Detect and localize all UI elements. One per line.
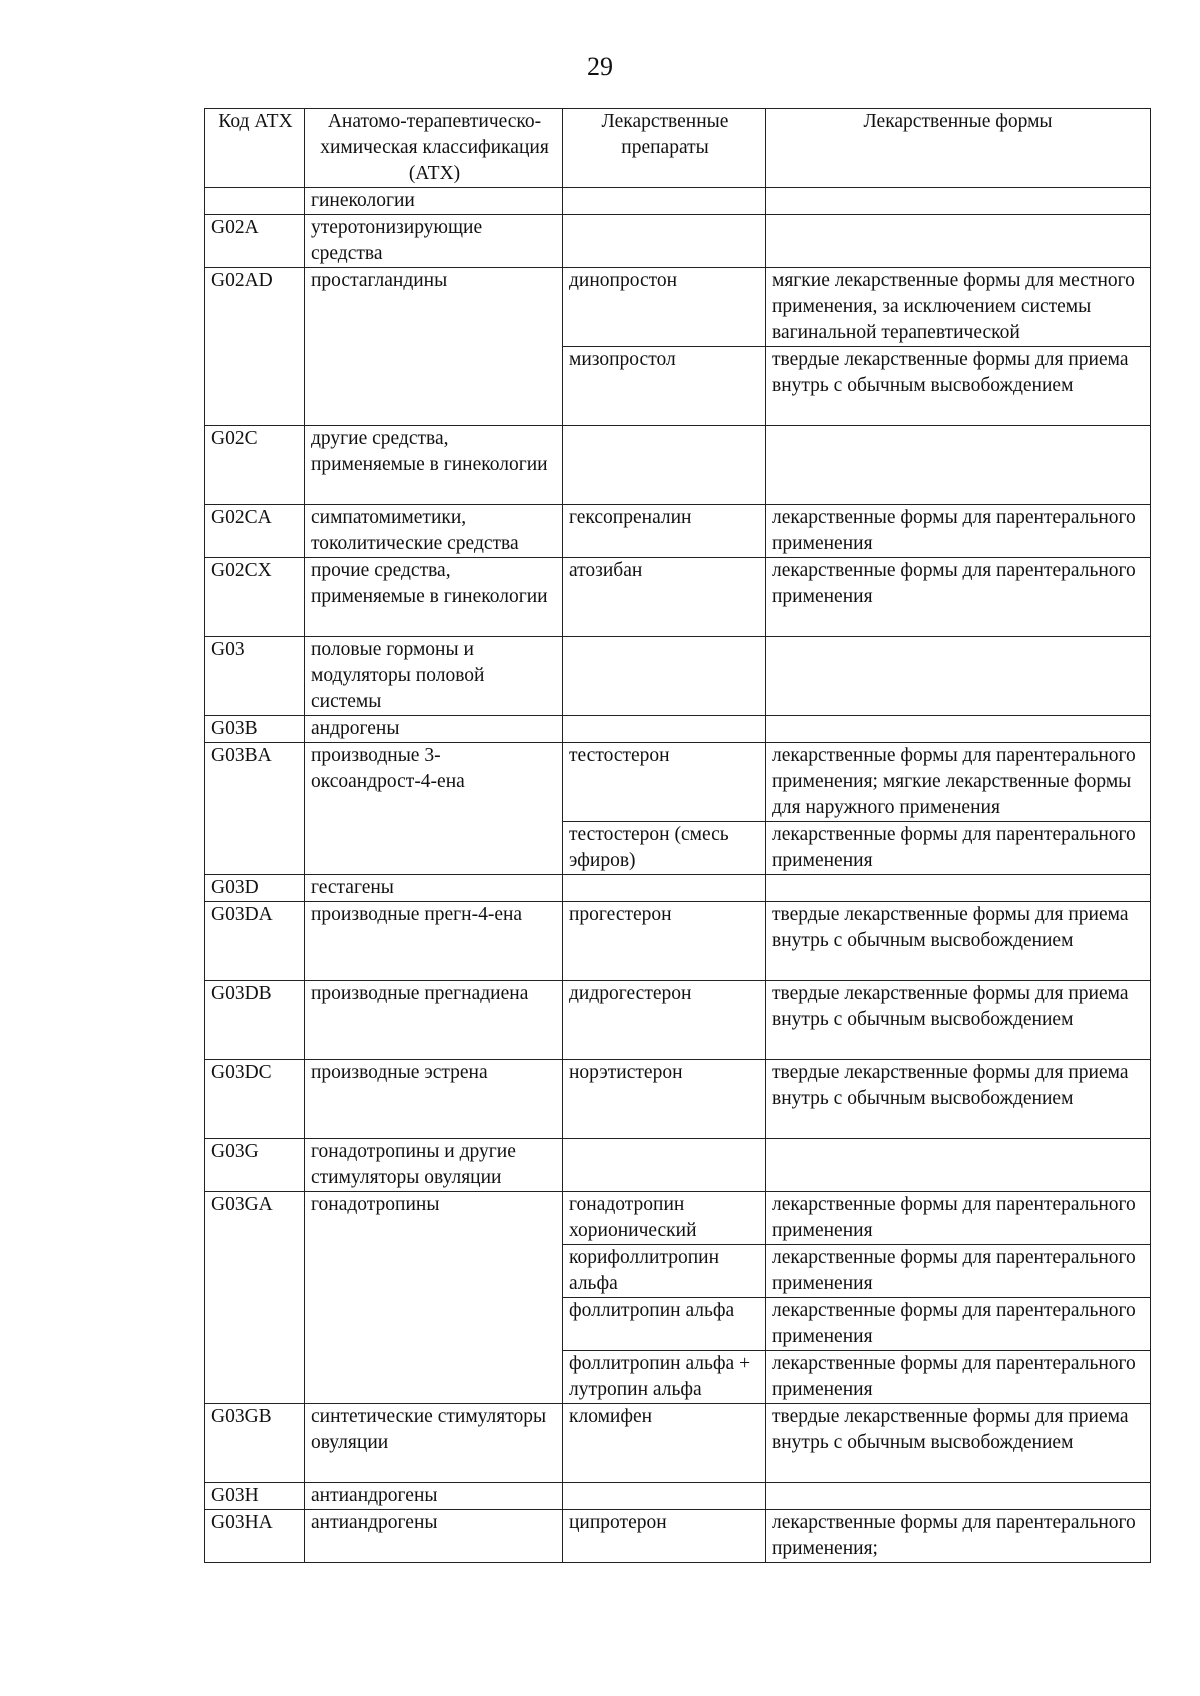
atx-classification-cell: антиандрогены (305, 1483, 563, 1510)
table-row (205, 188, 1151, 215)
drug-cell (563, 215, 766, 268)
table-row (205, 743, 1151, 822)
atx-classification-cell: симпатомиметики, токолитические средства (305, 505, 563, 558)
table-row (205, 1483, 1151, 1510)
header-forms: Лекарственные формы (766, 109, 1151, 188)
dosage-form-cell (766, 426, 1151, 505)
dosage-form-cell: твердые лекарственные формы для приема внутрь с обычным высвобождением (766, 902, 1151, 981)
drug-cell (563, 716, 766, 743)
dosage-form-cell: лекарственные формы для парентерального применения (766, 1192, 1151, 1245)
dosage-form-cell: лекарственные формы для парентерального применения (766, 505, 1151, 558)
drug-cell: фоллитропин альфа + лутропин альфа (563, 1351, 766, 1404)
drug-cell: атозибан (563, 558, 766, 637)
atx-classification-cell: гонадотропины и другие стимуляторы овуляции (305, 1139, 563, 1192)
dosage-form-cell (766, 716, 1151, 743)
dosage-form-cell (766, 215, 1151, 268)
dosage-form-cell: лекарственные формы для парентерального применения (766, 822, 1151, 875)
atx-classification-cell: гинекологии (305, 188, 563, 215)
atx-classification-cell: производные 3-оксоандрост-4-ена (305, 743, 563, 875)
drug-cell (563, 637, 766, 716)
atx-classification-cell: простагландины (305, 268, 563, 426)
drug-cell: кломифен (563, 1404, 766, 1483)
drug-cell: фоллитропин альфа (563, 1298, 766, 1351)
table-row (205, 1139, 1151, 1192)
drug-cell (563, 1483, 766, 1510)
table-row (205, 902, 1151, 981)
atx-code-cell: G03DB (205, 981, 305, 1060)
atx-code-cell: G03DC (205, 1060, 305, 1139)
table-row (205, 215, 1151, 268)
table-row (205, 505, 1151, 558)
table-row (205, 268, 1151, 347)
dosage-form-cell: лекарственные формы для парентерального применения; (766, 1510, 1151, 1563)
dosage-form-cell (766, 1483, 1151, 1510)
table-row (205, 981, 1151, 1060)
dosage-form-cell (766, 188, 1151, 215)
drug-cell (563, 188, 766, 215)
table-row (205, 426, 1151, 505)
drug-cell: норэтистерон (563, 1060, 766, 1139)
dosage-form-cell: лекарственные формы для парентерального применения; мягкие лекарственные формы для наружного применения (766, 743, 1151, 822)
atx-code-cell: G03B (205, 716, 305, 743)
table-body (205, 188, 1151, 1563)
dosage-form-cell: лекарственные формы для парентерального применения (766, 1245, 1151, 1298)
table-row (205, 716, 1151, 743)
table-row (205, 558, 1151, 637)
drug-cell: корифоллитропин альфа (563, 1245, 766, 1298)
atx-code-cell: G02C (205, 426, 305, 505)
atx-code-cell: G03GA (205, 1192, 305, 1404)
drug-cell (563, 426, 766, 505)
drug-cell: гексопреналин (563, 505, 766, 558)
atx-classification-cell: утеротонизирующие средства (305, 215, 563, 268)
header-code: Код АТХ (205, 109, 305, 188)
atx-classification-cell: другие средства, применяемые в гинекологии (305, 426, 563, 505)
atx-code-cell: G03HA (205, 1510, 305, 1563)
header-classification: Анатомо-терапевтическо-химическая классификация (АТХ) (305, 109, 563, 188)
atx-code-cell: G02A (205, 215, 305, 268)
dosage-form-cell: твердые лекарственные формы для приема внутрь с обычным высвобождением (766, 1404, 1151, 1483)
atx-classification-cell: синтетические стимуляторы овуляции (305, 1404, 563, 1483)
table-row (205, 1510, 1151, 1563)
drug-cell (563, 875, 766, 902)
atx-classification-cell: гестагены (305, 875, 563, 902)
atx-classification-cell: производные прегнадиена (305, 981, 563, 1060)
atx-code-cell: G03G (205, 1139, 305, 1192)
dosage-form-cell: твердые лекарственные формы для приема внутрь с обычным высвобождением (766, 981, 1151, 1060)
table-row (205, 875, 1151, 902)
atx-code-cell: G03H (205, 1483, 305, 1510)
drug-cell: ципротерон (563, 1510, 766, 1563)
atx-classification-cell: андрогены (305, 716, 563, 743)
drug-cell (563, 1139, 766, 1192)
drug-cell: мизопростол (563, 347, 766, 426)
atx-code-cell: G03BA (205, 743, 305, 875)
dosage-form-cell: мягкие лекарственные формы для местного применения, за исключением системы вагинальной терапевтической (766, 268, 1151, 347)
atx-code-cell: G03GB (205, 1404, 305, 1483)
atx-classification-cell: гонадотропины (305, 1192, 563, 1404)
atx-code-cell: G03 (205, 637, 305, 716)
atx-table (204, 108, 1151, 1563)
table-row (205, 637, 1151, 716)
drug-cell: гонадотропин хорионический (563, 1192, 766, 1245)
atx-code-cell: G02CX (205, 558, 305, 637)
dosage-form-cell (766, 875, 1151, 902)
dosage-form-cell: лекарственные формы для парентерального применения (766, 1351, 1151, 1404)
dosage-form-cell: твердые лекарственные формы для приема внутрь с обычным высвобождением (766, 1060, 1151, 1139)
drug-cell: тестостерон (смесь эфиров) (563, 822, 766, 875)
table-header-row (205, 109, 1151, 188)
drug-cell: прогестерон (563, 902, 766, 981)
atx-code-cell (205, 188, 305, 215)
dosage-form-cell: твердые лекарственные формы для приема внутрь с обычным высвобождением (766, 347, 1151, 426)
drug-cell: динопростон (563, 268, 766, 347)
atx-code-cell: G02AD (205, 268, 305, 426)
dosage-form-cell: лекарственные формы для парентерального применения (766, 1298, 1151, 1351)
atx-classification-cell: антиандрогены (305, 1510, 563, 1563)
atx-classification-cell: производные эстрена (305, 1060, 563, 1139)
page-number: 29 (587, 52, 613, 81)
table-row (205, 1404, 1151, 1483)
atx-classification-cell: производные прегн-4-ена (305, 902, 563, 981)
atx-classification-cell: половые гормоны и модуляторы половой системы (305, 637, 563, 716)
dosage-form-cell: лекарственные формы для парентерального применения (766, 558, 1151, 637)
drug-cell: дидрогестерон (563, 981, 766, 1060)
atx-code-cell: G02CA (205, 505, 305, 558)
drug-cell: тестостерон (563, 743, 766, 822)
atx-classification-cell: прочие средства, применяемые в гинекологии (305, 558, 563, 637)
atx-code-cell: G03D (205, 875, 305, 902)
dosage-form-cell (766, 637, 1151, 716)
header-drugs: Лекарственные препараты (563, 109, 766, 188)
table-row (205, 1060, 1151, 1139)
dosage-form-cell (766, 1139, 1151, 1192)
table-row (205, 1192, 1151, 1245)
atx-code-cell: G03DA (205, 902, 305, 981)
